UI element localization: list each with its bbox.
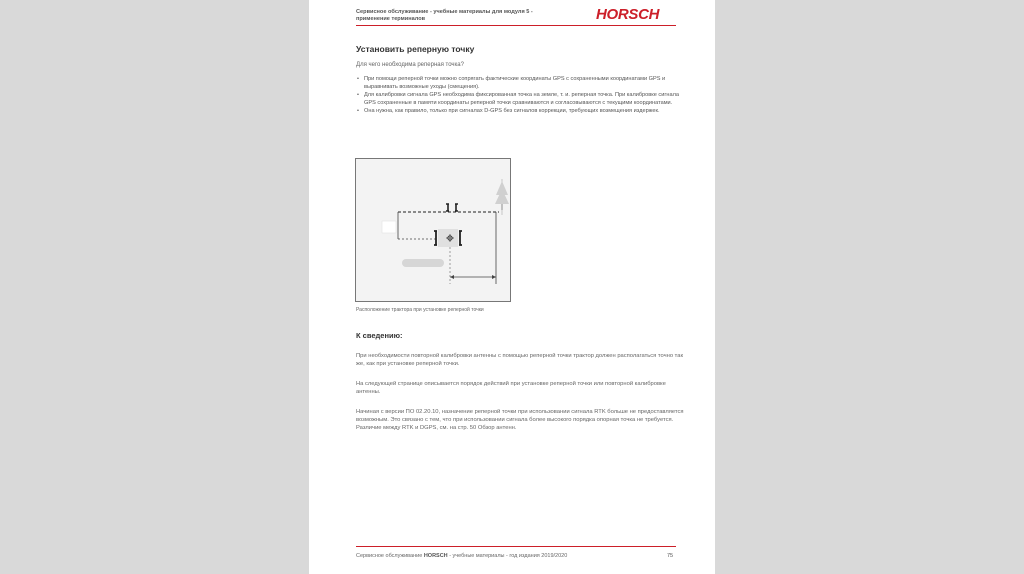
note-paragraph-3: Начиная с версии ПО 02.20.10, назначение реперной точки при использовании сигнала RTK больше не предоставляется возможным. Это связано с тем, что при использовании сигнала более высокого порядка опорная точка не требуется. Различие между RTK и DGPS, см. на стр. 50 Обзор антенн. — [356, 409, 684, 431]
section-question: Для чего необходима реперная точка? — [356, 62, 464, 68]
horsch-logo: HORSCH — [596, 6, 660, 23]
page-number: 75 — [667, 553, 674, 559]
implement-bar — [402, 259, 444, 267]
footer-suffix: - учебные материалы - год издания 2019/2020 — [449, 553, 568, 559]
header-divider — [356, 25, 676, 26]
header-line-2: применение терминалов — [356, 16, 426, 22]
footer-text — [356, 553, 567, 559]
section-title: Установить реперную точку — [356, 44, 475, 54]
tractor-position-figure — [355, 158, 511, 302]
list-item: • Она нужна, как правило, только при сигналах D-GPS без сигналов коррекции, требующих возмещения издержек. — [356, 108, 681, 116]
figure-caption: Расположение трактора при установке реперной точки — [356, 307, 484, 313]
header-title — [356, 9, 556, 23]
document-page — [309, 0, 715, 574]
note-paragraph-2: На следующей странице описывается порядок действий при установке реперной точки или повторной калибровке антенны. — [356, 381, 666, 395]
list-item: • Для калибровки сигнала GPS необходима фиксированная точка на земле, т. и. реперная точка. При калибровке сигнала GPS сохраненные в памяти координаты реперной точки сравниваются и согласовываются с текущими координатами. — [356, 92, 681, 107]
tractor-diagram — [356, 159, 510, 301]
note-paragraph-1: При необходимости повторной калибровки антенны с помощью реперной точки трактор должен располагаться точно так же, как при установке реперной точки. — [356, 353, 684, 367]
field-background — [356, 159, 510, 301]
list-item: • При помощи реперной точки можно сопрягать фактические координаты GPS с сохраненными координатами GPS и выравнивать возможные уходы (смещения). — [356, 76, 681, 91]
footer-prefix: Сервисное обслуживание — [356, 553, 423, 559]
footer-brand: HORSCH — [423, 553, 448, 559]
footer-divider — [356, 546, 676, 547]
bullet-list — [356, 76, 681, 117]
header-line-1: Сервисное обслуживание - учебные материалы для модуля 5 - — [356, 9, 533, 15]
note-heading: К сведению: — [356, 331, 403, 340]
label-box — [382, 221, 396, 233]
tractor-current-icon — [434, 229, 462, 247]
